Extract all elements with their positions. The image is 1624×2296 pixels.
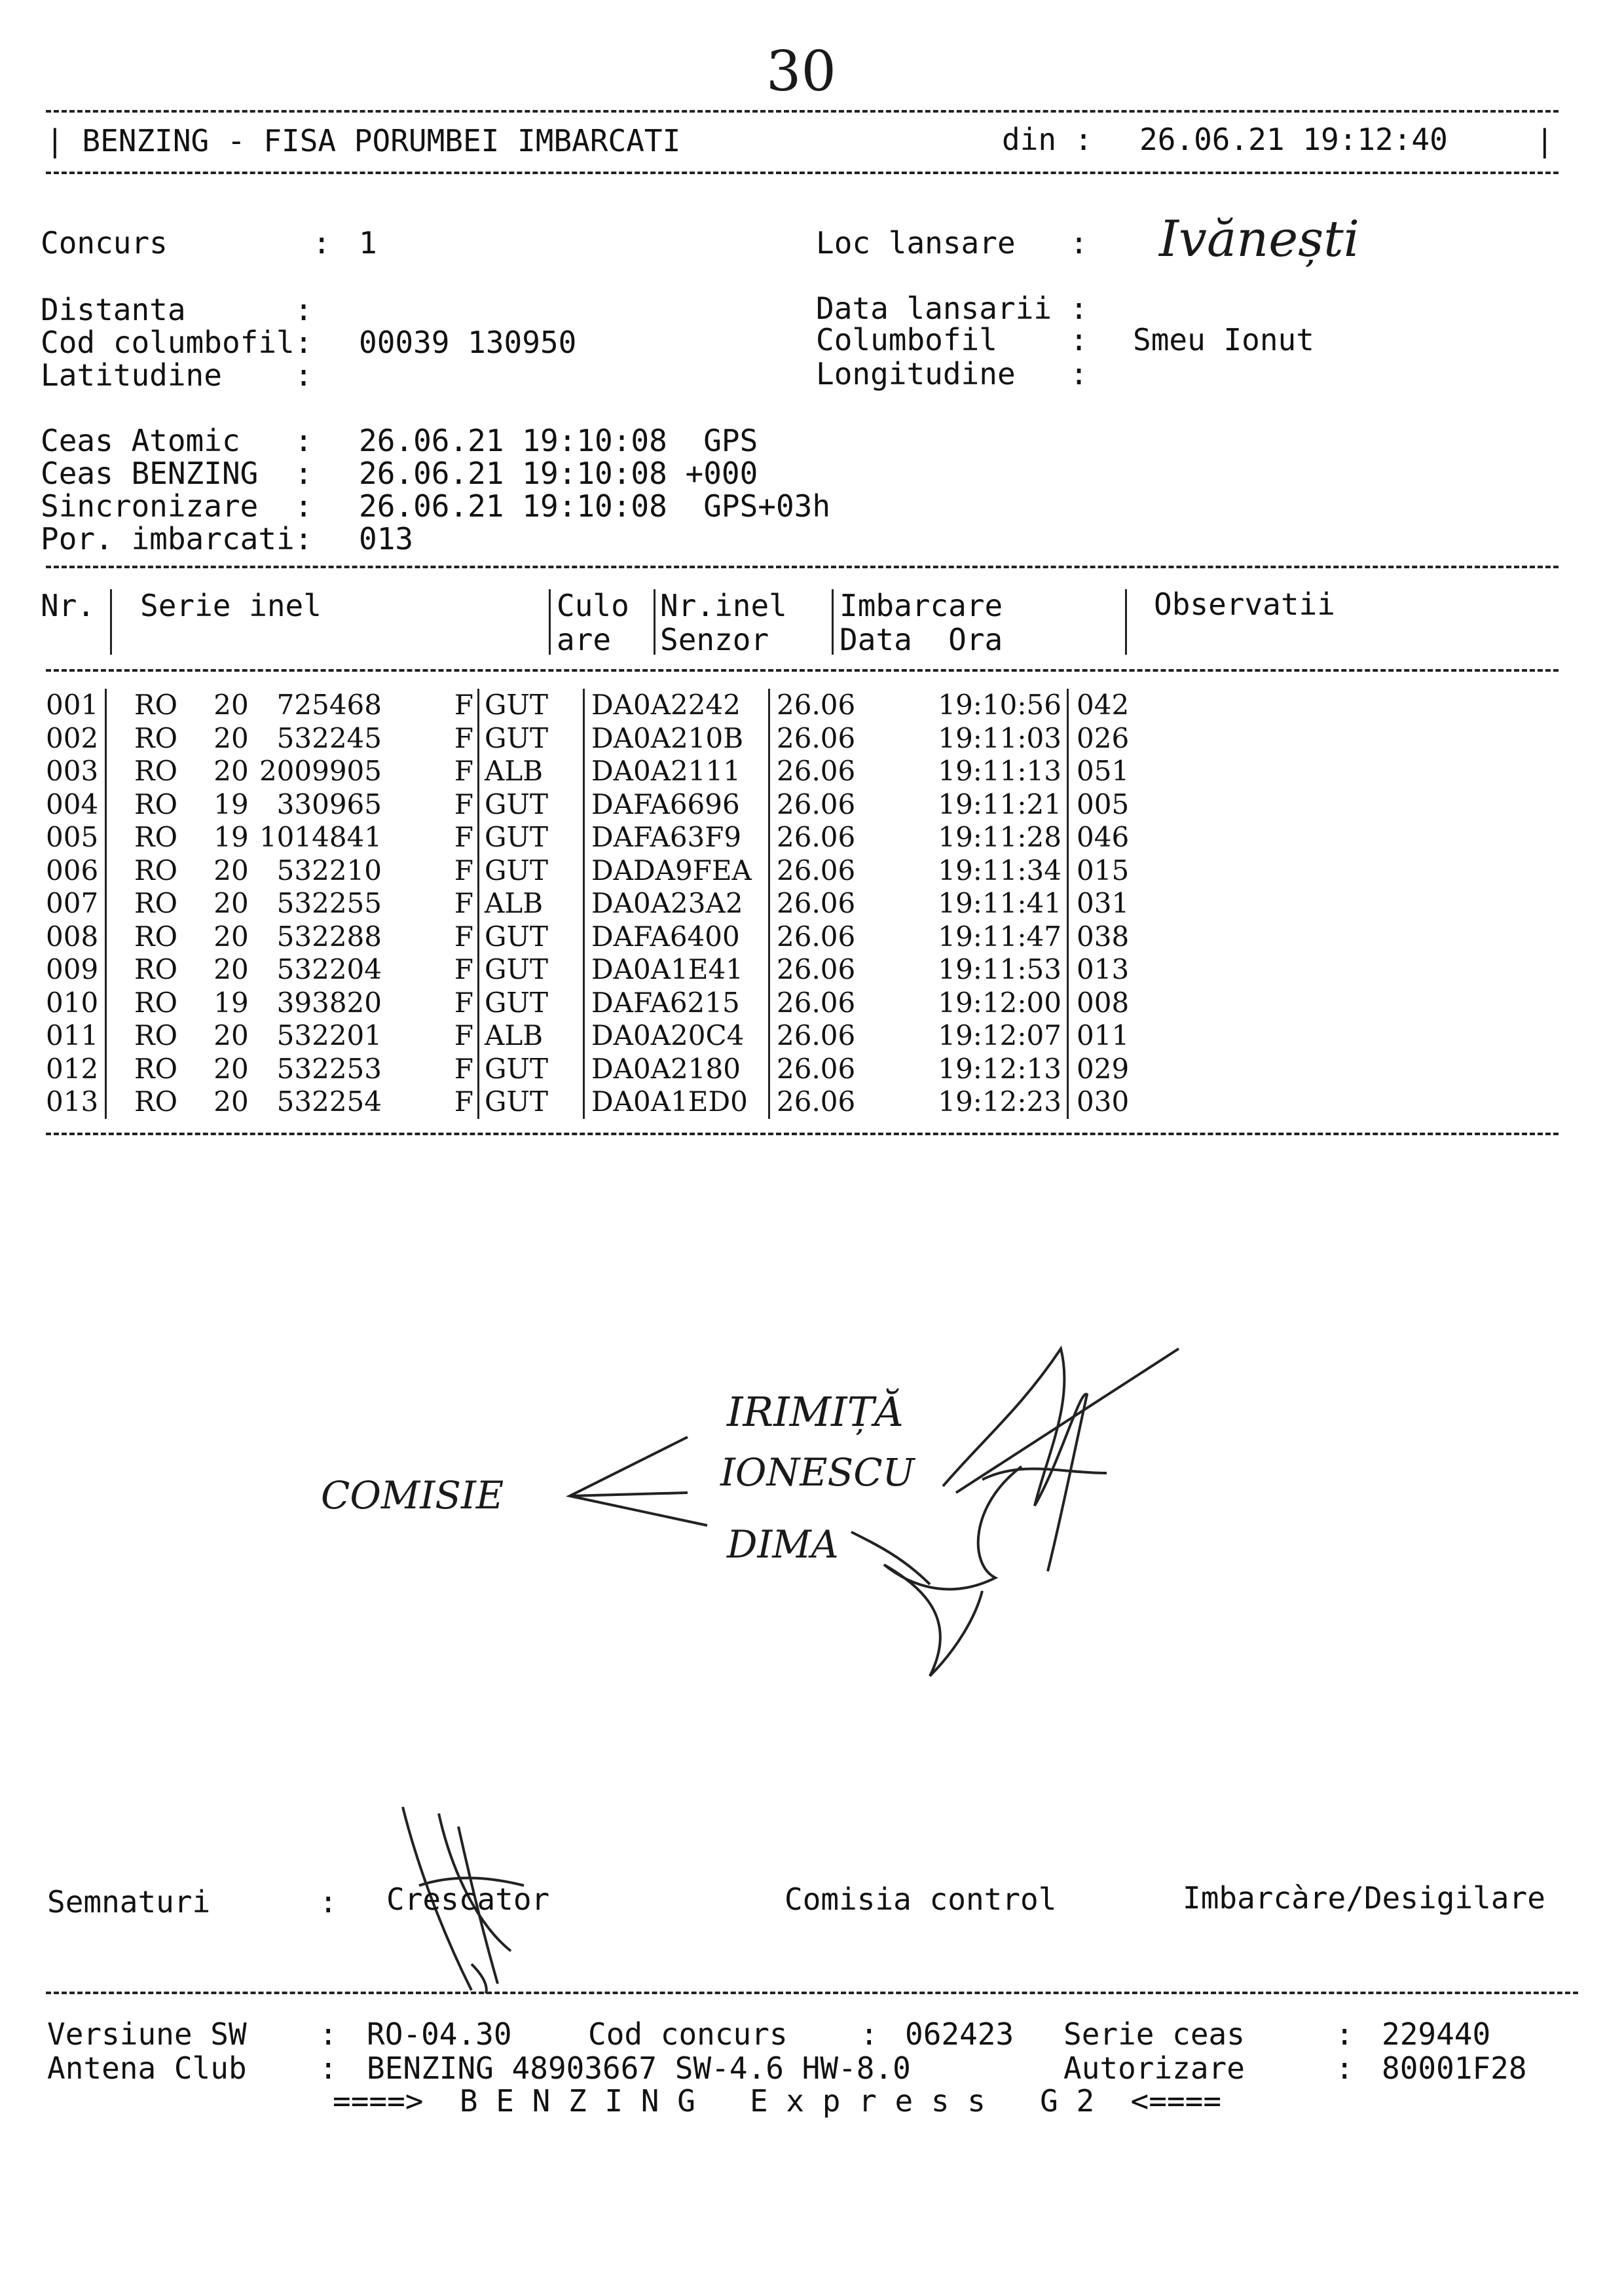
row-color: GUT <box>479 689 584 722</box>
row-observation: 046 <box>1077 821 1130 853</box>
row-sensor-ring: DAFA63F9 <box>584 821 769 854</box>
row-year: 20 <box>213 1085 249 1118</box>
row-sex: F <box>382 788 479 822</box>
commission-name-2: IONESCU <box>720 1450 915 1495</box>
col-header-data-ora: Data Ora <box>840 622 1003 657</box>
row-sensor-ring: DADA9FEA <box>584 854 769 888</box>
row-time: 19:11:13 <box>895 755 1068 788</box>
row-nr: 011 <box>46 1019 106 1053</box>
row-observation: 015 <box>1077 854 1130 886</box>
row-time: 19:11:34 <box>895 854 1068 888</box>
row-country: RO <box>134 887 178 919</box>
row-sex: F <box>382 1053 479 1086</box>
row-year: 20 <box>213 1052 249 1085</box>
crescator-label: Crescator <box>386 1882 550 1917</box>
row-nr: 005 <box>46 821 106 854</box>
distanta-label: Distanta : <box>41 292 313 327</box>
row-observation: 042 <box>1077 689 1130 721</box>
row-country: RO <box>134 1052 178 1085</box>
row-year: 20 <box>213 689 249 721</box>
row-color: ALB <box>479 887 584 920</box>
row-sex: F <box>382 689 479 722</box>
row-year: 19 <box>213 821 249 853</box>
antena-club-label: Antena Club : <box>47 2050 338 2086</box>
row-time: 19:12:07 <box>895 1019 1068 1053</box>
row-time: 19:10:56 <box>895 689 1068 722</box>
document-title: | BENZING - FISA PORUMBEI IMBARCATI <box>46 123 681 158</box>
col-header-observatii: Observatii <box>1154 587 1335 622</box>
row-country: RO <box>134 755 178 787</box>
table-row <box>46 821 1208 854</box>
row-sex: F <box>382 920 479 954</box>
divider <box>46 1992 1578 1994</box>
por-imbarcati-label: Por. imbarcati: <box>41 521 313 556</box>
table-row <box>46 755 1208 788</box>
antena-club-value: BENZING 48903667 SW-4.6 HW-8.0 <box>367 2050 911 2086</box>
row-ring-number: 532255 <box>276 887 382 919</box>
table-row <box>46 987 1208 1020</box>
row-nr: 001 <box>46 689 106 722</box>
row-sensor-ring: DAFA6215 <box>584 987 769 1020</box>
table-row <box>46 788 1208 822</box>
row-time: 19:11:28 <box>895 821 1068 854</box>
row-sensor-ring: DA0A1E41 <box>584 953 769 987</box>
row-color: ALB <box>479 755 584 788</box>
row-date: 26.06 <box>777 689 856 721</box>
row-color: GUT <box>479 854 584 888</box>
col-header-culo: Culo <box>557 588 629 623</box>
col-header-serie: Serie inel <box>140 588 322 623</box>
table-row <box>46 689 1208 722</box>
row-ring-number: 532288 <box>276 920 382 953</box>
row-time: 19:12:00 <box>895 987 1068 1020</box>
row-year: 20 <box>213 920 249 953</box>
table-row <box>46 953 1208 987</box>
commission-name-1: IRIMIȚĂ <box>727 1388 904 1436</box>
row-date: 26.06 <box>777 755 856 787</box>
row-sex: F <box>382 1085 479 1119</box>
ceas-atomic-value: 26.06.21 19:10:08 GPS <box>359 423 758 458</box>
ceas-benzing-label: Ceas BENZING : <box>41 456 313 491</box>
row-time: 19:11:21 <box>895 788 1068 822</box>
semnaturi-label: Semnaturi : <box>47 1884 338 1920</box>
divider <box>46 110 1559 113</box>
autorizare-value: 80001F28 <box>1382 2050 1527 2086</box>
row-date: 26.06 <box>777 1052 856 1085</box>
row-nr: 008 <box>46 920 106 954</box>
row-country: RO <box>134 788 178 820</box>
row-ring-number: 532245 <box>276 721 382 754</box>
table-row <box>46 1019 1208 1053</box>
por-imbarcati-value: 013 <box>359 521 414 556</box>
row-ring-number: 1014841 <box>259 821 382 853</box>
row-observation: 008 <box>1077 986 1130 1019</box>
header-end-bar: | <box>1536 123 1554 158</box>
row-date: 26.06 <box>777 887 856 919</box>
cod-columbofil-value: 00039 130950 <box>359 325 577 360</box>
commission-name-3: DIMA <box>727 1522 839 1567</box>
row-nr: 013 <box>46 1085 106 1119</box>
row-ring-number: 532210 <box>276 854 382 886</box>
row-date: 26.06 <box>777 986 856 1019</box>
versiune-sw-label: Versiune SW : <box>47 2016 338 2052</box>
row-country: RO <box>134 953 178 985</box>
table-row <box>46 887 1208 920</box>
sincronizare-value: 26.06.21 19:10:08 GPS+03h <box>359 488 831 524</box>
row-ring-number: 2009905 <box>259 755 382 787</box>
row-year: 19 <box>213 986 249 1019</box>
row-nr: 010 <box>46 987 106 1020</box>
row-country: RO <box>134 721 178 754</box>
row-nr: 006 <box>46 854 106 888</box>
row-country: RO <box>134 986 178 1019</box>
col-separator <box>832 589 834 655</box>
divider <box>46 1133 1559 1135</box>
row-nr: 007 <box>46 887 106 920</box>
row-country: RO <box>134 1085 178 1118</box>
row-color: GUT <box>479 788 584 822</box>
col-separator <box>1125 589 1127 655</box>
row-color: GUT <box>479 1085 584 1119</box>
row-observation: 029 <box>1077 1052 1130 1085</box>
row-time: 19:11:03 <box>895 722 1068 756</box>
col-header-imbarcare: Imbarcare <box>840 588 1003 623</box>
row-country: RO <box>134 920 178 953</box>
autorizare-label: Autorizare : <box>1063 2050 1354 2086</box>
comisie-handwriting: COMISIE <box>321 1473 504 1518</box>
versiune-sw-value: RO-04.30 <box>367 2016 512 2052</box>
row-ring-number: 532254 <box>276 1085 382 1118</box>
concurs-value: 1 <box>359 225 377 261</box>
row-year: 20 <box>213 953 249 985</box>
col-header-nrinel: Nr.inel <box>660 588 787 623</box>
row-sex: F <box>382 887 479 920</box>
row-time: 19:11:47 <box>895 920 1068 954</box>
row-year: 20 <box>213 1019 249 1051</box>
serie-ceas-value: 229440 <box>1382 2016 1491 2052</box>
row-sex: F <box>382 987 479 1020</box>
row-sensor-ring: DA0A1ED0 <box>584 1085 769 1119</box>
row-country: RO <box>134 1019 178 1051</box>
row-country: RO <box>134 854 178 886</box>
columbofil-label: Columbofil : <box>816 322 1088 357</box>
row-sex: F <box>382 755 479 788</box>
row-observation: 031 <box>1077 887 1130 919</box>
row-nr: 002 <box>46 722 106 756</box>
cod-columbofil-label: Cod columbofil: <box>41 325 313 360</box>
ceas-atomic-label: Ceas Atomic : <box>41 423 313 458</box>
row-color: GUT <box>479 1053 584 1086</box>
row-date: 26.06 <box>777 1085 856 1118</box>
concurs-label: Concurs : <box>41 225 331 261</box>
row-sex: F <box>382 722 479 756</box>
loc-lansare-value: Ivănești <box>1159 210 1360 268</box>
row-color: GUT <box>479 722 584 756</box>
col-header-nr: Nr. <box>41 588 96 623</box>
row-date: 26.06 <box>777 788 856 820</box>
row-color: GUT <box>479 920 584 954</box>
row-sensor-ring: DA0A23A2 <box>584 887 769 920</box>
col-separator <box>654 589 655 655</box>
row-sensor-ring: DA0A2180 <box>584 1053 769 1086</box>
row-ring-number: 330965 <box>276 788 382 820</box>
row-observation: 013 <box>1077 953 1130 985</box>
row-color: GUT <box>479 953 584 987</box>
row-ring-number: 393820 <box>276 986 382 1019</box>
imbarcare-desigilare-label: Imbarcàre/Desigilare <box>1183 1880 1545 1916</box>
row-nr: 004 <box>46 788 106 822</box>
col-separator <box>110 589 112 655</box>
col-header-senzor: Senzor <box>660 622 769 657</box>
row-country: RO <box>134 689 178 721</box>
row-sensor-ring: DA0A20C4 <box>584 1019 769 1053</box>
row-nr: 009 <box>46 953 106 987</box>
page-number: 30 <box>766 39 836 103</box>
row-date: 26.06 <box>777 854 856 886</box>
row-time: 19:11:41 <box>895 887 1068 920</box>
latitudine-label: Latitudine : <box>41 357 313 393</box>
divider <box>46 566 1559 568</box>
row-observation: 011 <box>1077 1019 1130 1051</box>
row-date: 26.06 <box>777 953 856 985</box>
row-date: 26.06 <box>777 721 856 754</box>
columbofil-value: Smeu Ionut <box>1133 322 1314 357</box>
row-country: RO <box>134 821 178 853</box>
data-lansarii-label: Data lansarii : <box>816 291 1088 326</box>
row-sex: F <box>382 821 479 854</box>
serie-ceas-label: Serie ceas : <box>1063 2016 1354 2052</box>
ceas-benzing-value: 26.06.21 19:10:08 +000 <box>359 456 758 491</box>
col-separator <box>549 589 551 655</box>
row-sensor-ring: DA0A2242 <box>584 689 769 722</box>
sincronizare-label: Sincronizare : <box>41 488 313 524</box>
row-time: 19:12:13 <box>895 1053 1068 1086</box>
pigeon-table <box>46 689 1208 1119</box>
row-year: 20 <box>213 755 249 787</box>
row-ring-number: 725468 <box>276 689 382 721</box>
loc-lansare-label: Loc lansare : <box>816 225 1088 261</box>
from-date: 26.06.21 19:12:40 <box>1139 122 1448 157</box>
row-sex: F <box>382 1019 479 1053</box>
cod-concurs-label: Cod concurs : <box>588 2016 879 2052</box>
row-observation: 051 <box>1077 755 1130 787</box>
table-row <box>46 722 1208 756</box>
row-observation: 038 <box>1077 920 1130 953</box>
row-ring-number: 532204 <box>276 953 382 985</box>
col-header-are: are <box>557 622 612 657</box>
row-ring-number: 532201 <box>276 1019 382 1051</box>
row-sensor-ring: DAFA6696 <box>584 788 769 822</box>
divider <box>46 172 1559 174</box>
row-sensor-ring: DA0A2111 <box>584 755 769 788</box>
row-sensor-ring: DAFA6400 <box>584 920 769 954</box>
divider <box>46 669 1559 672</box>
row-sensor-ring: DA0A210B <box>584 722 769 756</box>
row-observation: 005 <box>1077 788 1130 820</box>
row-date: 26.06 <box>777 920 856 953</box>
row-year: 20 <box>213 854 249 886</box>
row-observation: 030 <box>1077 1085 1130 1118</box>
row-sex: F <box>382 854 479 888</box>
row-nr: 012 <box>46 1053 106 1086</box>
table-row <box>46 1085 1208 1119</box>
row-year: 19 <box>213 788 249 820</box>
row-ring-number: 532253 <box>276 1052 382 1085</box>
row-year: 20 <box>213 721 249 754</box>
row-observation: 026 <box>1077 721 1130 754</box>
row-date: 26.06 <box>777 1019 856 1051</box>
row-date: 26.06 <box>777 821 856 853</box>
row-color: GUT <box>479 821 584 854</box>
row-color: ALB <box>479 1019 584 1053</box>
benzing-express-banner: ====> B E N Z I N G E x p r e s s G 2 <==== <box>333 2083 1222 2119</box>
row-sex: F <box>382 953 479 987</box>
comisia-control-label: Comisia control <box>784 1882 1057 1917</box>
table-row <box>46 920 1208 954</box>
row-nr: 003 <box>46 755 106 788</box>
table-body <box>46 689 1208 1119</box>
from-label: din : <box>1002 122 1093 157</box>
table-row <box>46 1053 1208 1086</box>
row-year: 20 <box>213 887 249 919</box>
row-time: 19:11:53 <box>895 953 1068 987</box>
row-color: GUT <box>479 987 584 1020</box>
longitudine-label: Longitudine : <box>816 356 1088 392</box>
table-row <box>46 854 1208 888</box>
row-time: 19:12:23 <box>895 1085 1068 1119</box>
cod-concurs-value: 062423 <box>905 2016 1014 2052</box>
